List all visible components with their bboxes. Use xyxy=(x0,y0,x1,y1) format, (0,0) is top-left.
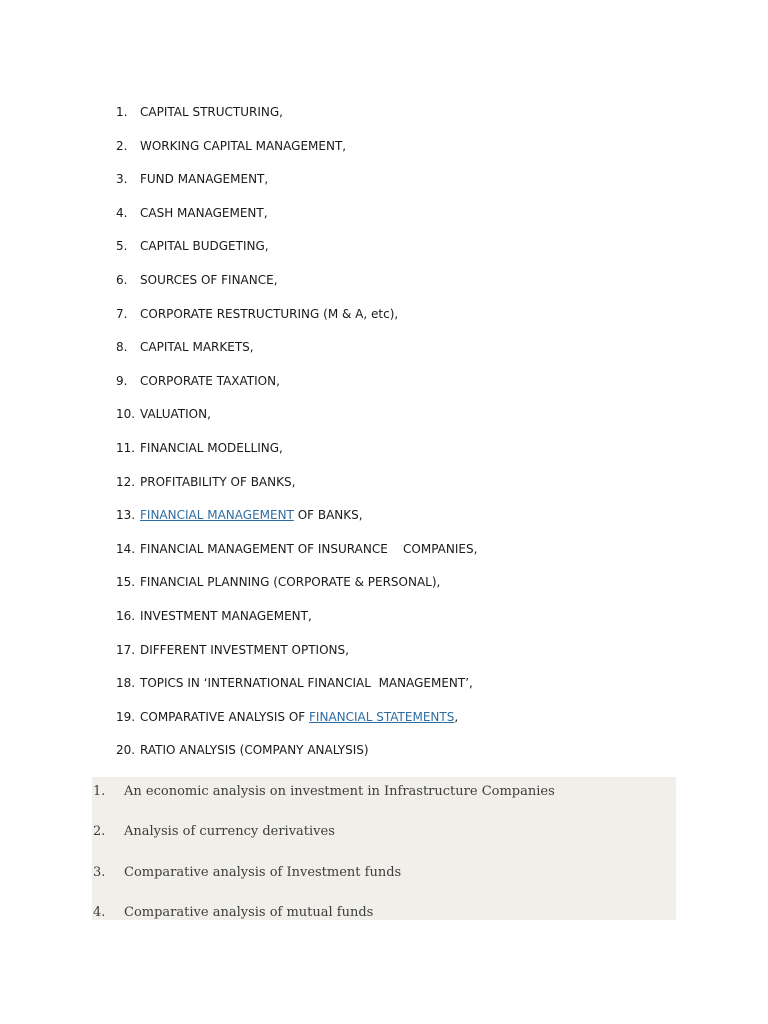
list-number: 5. xyxy=(116,239,128,254)
list-text: FINANCIAL PLANNING (CORPORATE & PERSONAL), xyxy=(140,575,441,590)
list-text: FINANCIAL MODELLING, xyxy=(140,440,283,455)
list-number: 7. xyxy=(116,306,128,321)
list-item xyxy=(0,202,768,236)
list-number: 17. xyxy=(116,642,136,657)
list-number: 8. xyxy=(116,340,128,355)
list-item xyxy=(0,437,768,471)
list-number: 3. xyxy=(93,864,106,880)
list-number: 18. xyxy=(116,676,136,691)
list-text xyxy=(140,504,363,526)
list-text: Comparative analysis of mutual funds xyxy=(124,904,374,920)
list-text: Comparative analysis of Investment funds xyxy=(124,864,402,880)
list-text: INVESTMENT MANAGEMENT, xyxy=(140,608,312,623)
list-item xyxy=(0,821,768,861)
list-item xyxy=(0,862,768,902)
list-item xyxy=(0,336,768,370)
list-item xyxy=(0,303,768,337)
list-number: 1. xyxy=(116,105,128,119)
list-text: PROFITABILITY OF BANKS, xyxy=(140,474,296,489)
list-item xyxy=(0,269,768,303)
list-number: 10. xyxy=(116,407,136,422)
list-item xyxy=(0,902,768,942)
list-item xyxy=(0,571,768,605)
financial-statements-link[interactable]: FINANCIAL STATEMENTS xyxy=(309,709,455,724)
list-text-suffix: OF BANKS, xyxy=(293,508,363,523)
list-number: 9. xyxy=(116,373,128,388)
list-text: WORKING CAPITAL MANAGEMENT, xyxy=(140,138,347,153)
list-text: CORPORATE TAXATION, xyxy=(140,373,280,388)
list-number: 14. xyxy=(116,541,136,556)
list-number: 15. xyxy=(116,575,136,590)
list-number: 4. xyxy=(93,904,106,920)
list-text: FUND MANAGEMENT, xyxy=(140,172,269,187)
list-text xyxy=(140,706,458,728)
list-number: 19. xyxy=(116,709,136,724)
list-item xyxy=(0,605,768,639)
list-text: CAPITAL STRUCTURING, xyxy=(140,105,283,119)
list-number: 16. xyxy=(116,608,136,623)
list-number: 3. xyxy=(116,172,128,187)
list-text: An economic analysis on investment in Infrastructure Companies xyxy=(124,784,555,799)
list-item xyxy=(0,370,768,404)
list-item xyxy=(0,504,768,538)
list-item xyxy=(0,739,768,773)
list-number: 1. xyxy=(93,784,106,799)
list-item xyxy=(0,235,768,269)
list-number: 12. xyxy=(116,474,136,489)
list-text: TOPICS IN ‘INTERNATIONAL FINANCIAL MANAGEMENT’, xyxy=(140,676,473,691)
list-text: SOURCES OF FINANCE, xyxy=(140,272,278,287)
list-text: CAPITAL BUDGETING, xyxy=(140,239,269,254)
finance-topics-list xyxy=(0,101,768,773)
list-item xyxy=(0,672,768,706)
list-number: 20. xyxy=(116,743,136,758)
list-item xyxy=(0,403,768,437)
list-number: 13. xyxy=(116,508,136,523)
list-item xyxy=(0,135,768,169)
list-text: FINANCIAL MANAGEMENT OF INSURANCE COMPANIES, xyxy=(140,541,478,556)
list-number: 2. xyxy=(116,138,128,153)
list-item xyxy=(0,168,768,202)
list-text: CORPORATE RESTRUCTURING (M & A, etc), xyxy=(140,306,399,321)
list-item xyxy=(0,781,768,821)
list-item xyxy=(0,538,768,572)
list-text: DIFFERENT INVESTMENT OPTIONS, xyxy=(140,642,349,657)
project-topics-list xyxy=(0,781,768,942)
list-item xyxy=(0,706,768,740)
financial-management-link[interactable]: FINANCIAL MANAGEMENT xyxy=(140,508,294,523)
list-number: 4. xyxy=(116,205,128,220)
list-text: CAPITAL MARKETS, xyxy=(140,340,254,355)
list-text-prefix: COMPARATIVE ANALYSIS OF xyxy=(140,709,310,724)
list-text: RATIO ANALYSIS (COMPANY ANALYSIS) xyxy=(140,743,369,758)
list-item xyxy=(0,471,768,505)
list-number: 6. xyxy=(116,272,128,287)
list-item xyxy=(0,101,768,135)
list-text: CASH MANAGEMENT, xyxy=(140,205,268,220)
list-item xyxy=(0,639,768,673)
list-number: 11. xyxy=(116,440,136,455)
list-number: 2. xyxy=(93,824,106,840)
list-text: Analysis of currency derivatives xyxy=(124,824,335,840)
list-text-suffix: , xyxy=(454,709,459,724)
list-text: VALUATION, xyxy=(140,407,211,422)
